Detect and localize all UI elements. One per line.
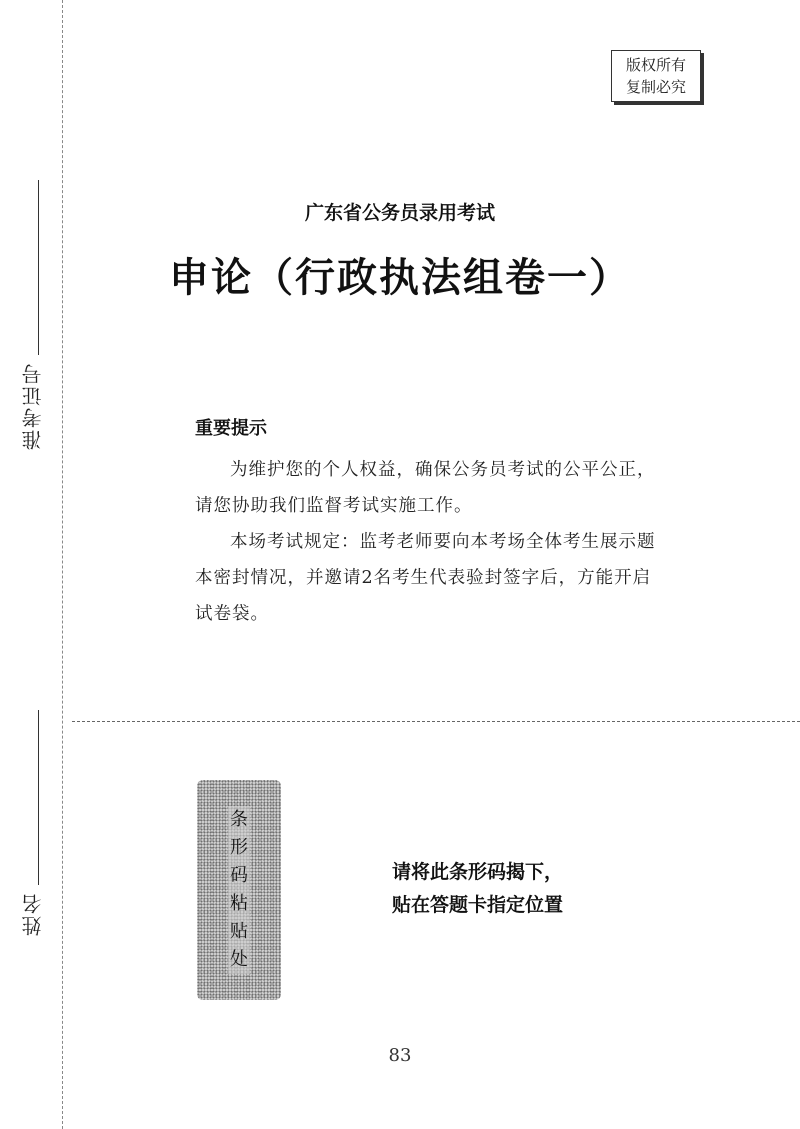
barcode-label-char: 粘: [228, 890, 250, 918]
barcode-instruction-line-1: 请将此条形码揭下，: [392, 861, 564, 883]
barcode-instruction: [392, 856, 563, 922]
name-blank: [38, 710, 39, 885]
binding-cut-line: [62, 0, 63, 1129]
barcode-instruction-line-2: 贴在答题卡指定位置: [392, 894, 564, 916]
barcode-label-char: 条: [228, 806, 250, 834]
stamp-line-1: 版权所有: [625, 56, 686, 74]
notice-heading: 重要提示: [195, 418, 267, 439]
barcode-sticker[interactable]: [197, 780, 281, 1000]
barcode-label-char: 形: [228, 834, 250, 862]
paper-title: 申论（行政执法组卷一）: [169, 254, 631, 301]
name-label: 姓名: [21, 892, 45, 936]
page-number: 83: [388, 1045, 412, 1066]
admission-number-label: 准考证号: [21, 362, 45, 450]
notice-paragraph-2: 本场考试规定：监考老师要向本考场全体考生展示题本密封情况，并邀请2名考生代表验封签字后，方能开启试卷袋。: [195, 532, 656, 624]
notice-paragraph-1: 为维护您的个人权益，确保公务员考试的公平公正，请您协助我们监督考试实施工作。: [195, 460, 656, 516]
exam-name: 广东省公务员录用考试: [304, 202, 495, 224]
tear-off-line: [72, 721, 800, 722]
barcode-label-char: 处: [228, 946, 250, 974]
stamp-line-2: 复制必究: [625, 78, 686, 96]
barcode-label-char: 贴: [228, 918, 250, 946]
copyright-stamp: [611, 50, 701, 102]
barcode-label-char: 码: [228, 862, 250, 890]
notice-body: [195, 452, 665, 632]
